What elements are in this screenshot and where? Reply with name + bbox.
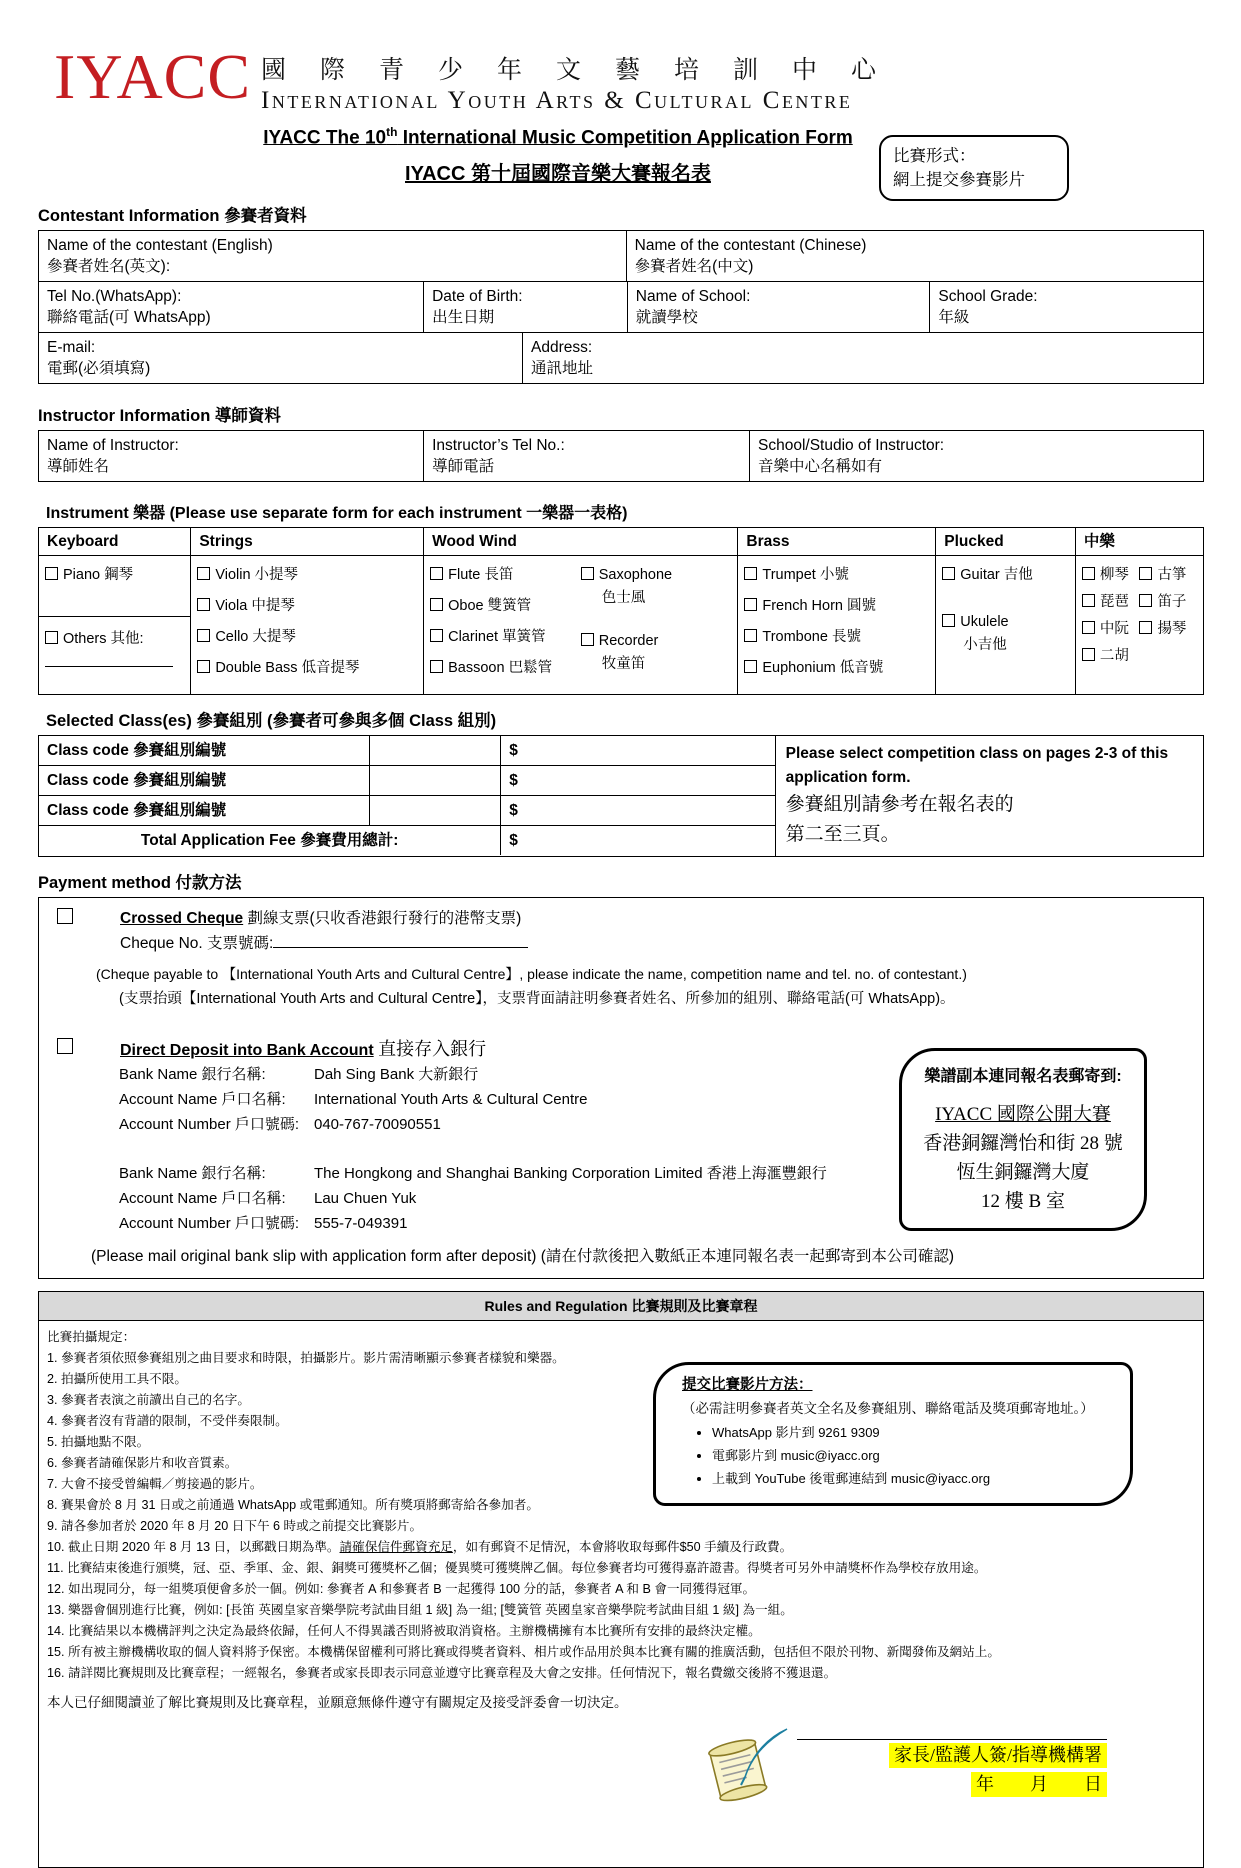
option-label: Saxophone <box>598 567 673 584</box>
field-tel[interactable] <box>39 282 423 332</box>
rule-10-post: ，如有郵資不足情況，本會將收取每郵件$50 手續及行政費。 <box>452 1540 793 1555</box>
classes-note-chinese-2: 第二至三頁。 <box>785 824 900 846</box>
class-fee-input[interactable]: $ <box>500 796 774 825</box>
classes-note-english: Please select competition class on pages 2-3 of this application form. <box>785 745 1169 787</box>
rules-heading: Rules and Regulation 比賽規則及比賽章程 <box>39 1292 1203 1321</box>
option-flute <box>430 565 581 586</box>
checkbox-icon[interactable] <box>1082 648 1095 661</box>
option-label: Euphonium 低音號 <box>762 660 884 677</box>
checkbox-icon[interactable] <box>57 908 73 924</box>
option-euphonium <box>744 658 929 679</box>
cheque-no-line <box>120 933 528 955</box>
option-label: Ukulele <box>960 614 1009 631</box>
rule-item: 16. 請詳閱比賽規則及比賽章程；一經報名，參賽者或家長即表示同意並遵守比賽章程及大會之安排。任何情況下，報名費繳交後將不獲退還。 <box>47 1666 837 1681</box>
rule-item: 3. 參賽者表演之前讀出自己的名字。 <box>47 1393 250 1408</box>
mailing-line-2: 香港銅鑼灣怡和街 28 號 <box>923 1133 1123 1155</box>
field-instructor-tel[interactable] <box>423 431 749 481</box>
rule-item: 14. 比賽結果以本機構評判之決定為最終依歸，任何人不得異議否則將被取消資格。主辦機構擁有本比賽所有安排的最終決定權。 <box>47 1624 761 1639</box>
table-row <box>39 431 1203 481</box>
iyacc-logo: IYACC <box>54 41 252 112</box>
signature-zone <box>47 1713 1195 1863</box>
rule-item-10 <box>47 1537 1195 1558</box>
field-label-zh: 就讀學校 <box>635 309 698 327</box>
col-brass: Brass <box>737 528 935 555</box>
signature-label: 家長/監護人簽/指導機構署 <box>889 1743 1107 1768</box>
woodwind-right <box>581 561 732 689</box>
checkbox-icon[interactable] <box>744 598 757 611</box>
payment-section-heading: Payment method 付款方法 <box>38 874 242 893</box>
option-label: Recorder <box>598 633 659 650</box>
field-label-zh: 通訊地址 <box>531 360 594 378</box>
woodwind-options <box>423 556 737 694</box>
checkbox-icon[interactable] <box>581 567 594 580</box>
option-zhongruan <box>1082 619 1140 640</box>
col-chinese: 中樂 <box>1075 528 1203 555</box>
option-clarinet <box>430 627 581 648</box>
option-label: Double Bass 低音提琴 <box>215 660 360 677</box>
col-strings: Strings <box>190 528 423 555</box>
mailing-line-1: IYACC 國際公開大賽 <box>935 1104 1111 1126</box>
option-trombone <box>744 627 929 648</box>
field-label: Name of the contestant (English) <box>47 237 273 255</box>
option-trumpet <box>744 565 929 586</box>
col-woodwind: Wood Wind <box>423 528 737 555</box>
rule-10-pre: 10. 截止日期 2020 年 8 月 13 日，以郵戳日期為準。 <box>47 1540 340 1555</box>
account-name-value: Lau Chuen Yuk <box>314 1190 417 1208</box>
field-label: Name of the contestant (Chinese) <box>634 237 867 255</box>
table-row <box>39 281 1203 332</box>
total-fee-label: Total Application Fee 參賽費用總計: <box>140 832 399 850</box>
bullet-whatsapp: • WhatsApp 影片到 9261 9309 <box>712 1422 1112 1443</box>
checkbox-icon[interactable] <box>1082 621 1095 634</box>
classes-table <box>38 735 1204 857</box>
option-guzheng <box>1139 565 1197 586</box>
instrument-section-heading <box>46 500 1204 523</box>
checkbox-icon[interactable] <box>197 629 210 642</box>
bullet-youtube: • 上載到 YouTube 後電郵連結到 music@iyacc.org <box>712 1468 1112 1489</box>
checkbox-icon[interactable] <box>942 614 955 627</box>
field-label: Tel No.(WhatsApp): <box>47 288 182 306</box>
brass-options <box>737 556 935 694</box>
option-label: Others 其他: <box>63 631 144 648</box>
option-double-bass <box>197 658 417 679</box>
checkbox-icon[interactable] <box>57 1038 73 1054</box>
field-name-english[interactable] <box>39 231 626 281</box>
option-guitar <box>942 565 1069 586</box>
option-oboe <box>430 596 581 617</box>
class-code-label: Class code 參賽組別編號 <box>47 802 227 820</box>
option-cello <box>197 627 417 648</box>
option-saxophone <box>581 565 732 586</box>
total-row <box>39 825 775 855</box>
option-label-zh: 色士風 <box>601 590 646 607</box>
field-label: Name of School: <box>635 288 751 306</box>
instrument-body-row <box>39 555 1203 694</box>
account-number-label: Account Number 戶口號碼: <box>119 1215 300 1233</box>
field-label: E-mail: <box>47 339 96 357</box>
classes-note-chinese-1: 參賽組別請參考在報名表的 <box>785 794 1014 816</box>
option-label: Guitar 吉他 <box>960 567 1033 584</box>
classes-section-heading: Selected Class(es) 參賽組別 (參賽者可參與多個 Class 組別) <box>46 712 497 731</box>
contestant-table <box>38 230 1204 384</box>
field-grade[interactable] <box>929 282 1203 332</box>
class-code-input[interactable] <box>369 766 501 795</box>
option-label: French Horn 圓號 <box>762 598 876 615</box>
account-name-label: Account Name 戶口名稱: <box>119 1091 286 1109</box>
option-label: 二胡 <box>1099 648 1129 665</box>
option-label: Oboe 雙簧管 <box>448 598 532 615</box>
bank-name-label: Bank Name 銀行名稱: <box>119 1165 266 1183</box>
class-code-input[interactable] <box>369 796 501 825</box>
rules-box <box>38 1291 1204 1868</box>
signature-date: 年 月 日 <box>971 1772 1107 1797</box>
field-address[interactable] <box>522 333 1203 383</box>
org-names <box>261 46 910 115</box>
option-label: Bassoon 巴鬆管 <box>448 660 553 677</box>
cheque-title-rest: 劃線支票(只收香港銀行發行的港幣支票) <box>243 910 522 928</box>
option-label: Piano 鋼琴 <box>63 567 134 584</box>
field-name-chinese[interactable] <box>626 231 1203 281</box>
option-ukulele <box>942 612 1069 633</box>
class-row <box>39 795 775 825</box>
plucked-options <box>935 556 1075 694</box>
format-label: 比賽形式： <box>893 146 976 165</box>
option-label: 笛子 <box>1157 594 1187 611</box>
option-liuqin <box>1082 565 1140 586</box>
cheque-title-bold: Crossed Cheque <box>120 910 244 928</box>
rule-item: 12. 如出現同分，每一組獎項便會多於一個。例如: 參賽者 A 和參賽者 B 一起獲得 100 分的話，參賽者 A 和 B 會一同獲得冠軍。 <box>47 1582 756 1597</box>
signature-block <box>797 1739 1107 1797</box>
option-viola <box>197 596 417 617</box>
rule-item: 1. 參賽者須依照參賽組別之曲目要求和時限，拍攝影片。影片需清晰顯示參賽者樣貌和樂器。 <box>47 1351 565 1366</box>
mailing-line-3: 恆生銅鑼灣大廈 <box>956 1162 1090 1184</box>
class-row <box>39 765 775 795</box>
others-blank-line[interactable] <box>45 666 173 667</box>
classes-note <box>775 736 1203 856</box>
video-box-subtitle: （必需註明參賽者英文全名及參賽組別、聯絡電話及獎項郵寄地址。） <box>682 1401 1094 1417</box>
option-label: Trumpet 小號 <box>762 567 849 584</box>
option-label: Clarinet 單簧管 <box>448 629 546 646</box>
option-label: 柳琴 <box>1099 567 1129 584</box>
option-label: 中阮 <box>1099 621 1129 638</box>
field-label: Name of Instructor: <box>47 437 179 455</box>
rule-item: 13. 樂器會個別進行比賽，例如: [長笛 英國皇家音樂學院考試曲目組 1 級] 為一組; [雙簧管 英國皇家音樂學院考試曲目組 1 級] 為一組。 <box>47 1603 793 1618</box>
chinese-right <box>1139 561 1197 667</box>
total-fee-input[interactable]: $ <box>500 826 774 855</box>
rule-item: 4. 參賽者沒有背譜的限制，不受伴奏限制。 <box>47 1414 288 1429</box>
field-label: Date of Birth: <box>432 288 523 306</box>
declaration: 本人已仔細閱讀並了解比賽規則及比賽章程，並願意無條件遵守有關規定及接受評委會一切決定。 <box>47 1695 628 1711</box>
rule-item: 6. 參賽者請確保影片和收音質素。 <box>47 1456 238 1471</box>
class-code-label: Class code 參賽組別編號 <box>47 772 227 790</box>
instrument-header-row <box>39 528 1203 555</box>
video-submission-box <box>653 1362 1133 1506</box>
option-french-horn <box>744 596 929 617</box>
option-label: 古箏 <box>1157 567 1187 584</box>
form-title-chinese: IYACC 第十屆國際音樂大賽報名表 <box>405 163 711 186</box>
option-label: Trombone 長號 <box>762 629 861 646</box>
video-box-title: 提交比賽影片方法： <box>682 1377 813 1394</box>
checkbox-icon[interactable] <box>45 631 58 644</box>
keyboard-others <box>39 616 190 667</box>
deposit-title <box>120 1038 486 1062</box>
keyboard-options <box>39 556 190 694</box>
table-row <box>39 332 1203 383</box>
option-dizi <box>1139 592 1197 613</box>
field-label: Instructor’s Tel No.: <box>432 437 565 455</box>
field-school[interactable] <box>627 282 930 332</box>
mailing-box-title: 樂譜副本連同報名表郵寄到: <box>924 1068 1122 1086</box>
cheque-title <box>120 908 528 930</box>
option-label: 揚琴 <box>1157 621 1187 638</box>
bank-name-value: Dah Sing Bank 大新銀行 <box>314 1066 479 1084</box>
rule-item: 2. 拍攝所使用工具不限。 <box>47 1372 187 1387</box>
rule-item: 11. 比賽結束後進行頒獎，冠、亞、季軍、金、銀、銅獎可獲獎杯乙個；優異獎可獲獎牌乙個。每位參賽者均可獲得嘉許證書。得獎者可另外申請獎杯作為學校存放用途。 <box>47 1561 987 1576</box>
field-label-zh: 電郵(必須填寫) <box>47 360 151 378</box>
chinese-left <box>1082 561 1140 667</box>
heading-rest: (Please use separate form for each instrument 一樂器一表格) <box>165 505 628 523</box>
classes-left <box>39 736 775 856</box>
payment-box <box>38 897 1204 1279</box>
cheque-note-chinese: (支票抬頭【International Youth Arts and Cultural Centre】，支票背面請註明參賽者姓名、所參加的組別、聯絡電話(可 WhatsApp)。 <box>119 991 955 1008</box>
checkbox-icon[interactable] <box>1082 594 1095 607</box>
checkbox-icon[interactable] <box>942 567 955 580</box>
option-label-zh: 小吉他 <box>963 637 1007 654</box>
checkbox-icon[interactable] <box>1082 567 1095 580</box>
table-row <box>39 231 1203 281</box>
rule-item: 5. 拍攝地點不限。 <box>47 1435 150 1450</box>
cheque-details <box>120 908 528 955</box>
cheque-no-input[interactable] <box>273 934 528 948</box>
option-yangqin <box>1139 619 1197 640</box>
option-pipa <box>1082 592 1140 613</box>
checkbox-icon[interactable] <box>197 598 210 611</box>
class-code-input[interactable] <box>369 736 501 765</box>
account-name-value: International Youth Arts & Cultural Centre <box>314 1091 588 1109</box>
option-label: 琵琶 <box>1099 594 1129 611</box>
deposit-title-rest: 直接存入銀行 <box>373 1039 487 1060</box>
field-label-zh: 出生日期 <box>432 309 495 327</box>
field-label-zh: 導師姓名 <box>47 458 110 476</box>
title-suffix: International Music Competition Application Form <box>397 127 853 149</box>
video-box-bullets <box>712 1422 1112 1489</box>
col-plucked: Plucked <box>935 528 1075 555</box>
field-label-zh: 導師電話 <box>432 458 495 476</box>
contestant-section-heading: Contestant Information 參賽者資料 <box>38 207 307 226</box>
checkbox-icon[interactable] <box>1139 621 1152 634</box>
account-number-label: Account Number 戶口號碼: <box>119 1116 300 1134</box>
checkbox-icon[interactable] <box>1139 594 1152 607</box>
mail-note: (Please mail original bank slip with application form after deposit) (請在付款後把入數紙正本連同報名表一起郵寄到本公司確認) <box>91 1248 955 1266</box>
chinese-options <box>1075 556 1203 694</box>
account-name-label: Account Name 戶口名稱: <box>119 1190 286 1208</box>
instructor-section-heading: Instructor Information 導師資料 <box>38 407 281 426</box>
option-piano <box>45 565 184 586</box>
mailing-address-box <box>899 1048 1147 1231</box>
rule-item: 9. 請各參加者於 2020 年 8 月 20 日下午 6 時或之前提交比賽影片。 <box>47 1519 423 1534</box>
instructor-table <box>38 430 1204 482</box>
bullet-email: • 電郵影片到 music@iyacc.org <box>712 1445 1112 1466</box>
option-label: Violin 小提琴 <box>215 567 299 584</box>
option-recorder <box>581 631 732 652</box>
field-label: Address: <box>531 339 593 357</box>
field-email[interactable] <box>39 333 522 383</box>
bank-name-label: Bank Name 銀行名稱: <box>119 1066 266 1084</box>
field-instructor-school[interactable] <box>749 431 1203 481</box>
checkbox-icon[interactable] <box>430 598 443 611</box>
title-superscript: th <box>386 125 398 139</box>
woodwind-left <box>430 561 581 689</box>
rule-10-underlined: 請確保信件郵資充足 <box>339 1540 453 1555</box>
field-label: School/Studio of Instructor: <box>758 437 945 455</box>
cheque-no-label: Cheque No. 支票號碼: <box>120 935 274 953</box>
header <box>54 41 1204 115</box>
heading-bold: Instrument 樂器 <box>46 505 166 523</box>
checkbox-icon[interactable] <box>1139 567 1152 580</box>
class-fee-input[interactable]: $ <box>500 736 774 765</box>
title-prefix: IYACC The 10 <box>263 127 387 149</box>
rule-item: 15. 所有被主辦機構收取的個人資料將予保密。本機構保留權利可將比賽或得獎者資料、相片或作品用於與本比賽有關的推廣活動，包括但不限於刊物、新聞發佈及網站上。 <box>47 1645 1000 1660</box>
strings-options <box>190 556 423 694</box>
rules-intro: 比賽拍攝規定： <box>47 1330 136 1345</box>
checkbox-icon[interactable] <box>744 660 757 673</box>
field-label-zh: 參賽者姓名(英文): <box>47 258 171 276</box>
account-number-value: 040-767-70090551 <box>314 1116 441 1134</box>
option-label: Cello 大提琴 <box>215 629 296 646</box>
option-violin <box>197 565 417 586</box>
option-erhu <box>1082 646 1140 667</box>
format-value: 網上提交參賽影片 <box>893 170 1025 189</box>
field-label: School Grade: <box>938 288 1038 306</box>
cheque-note-english: (Cheque payable to 【International Youth Arts and Cultural Centre】, please indicate the name, competition name and tel. no. of contestant.) <box>96 966 967 983</box>
field-label-zh: 聯絡電話(可 WhatsApp) <box>47 309 211 327</box>
option-others <box>45 629 184 650</box>
checkbox-icon[interactable] <box>197 660 210 673</box>
cheque-option-row <box>39 908 1203 955</box>
col-keyboard: Keyboard <box>47 533 119 551</box>
checkbox-icon[interactable] <box>430 567 443 580</box>
field-date-of-birth[interactable] <box>423 282 627 332</box>
option-bassoon <box>430 658 581 679</box>
rule-item: 8. 賽果會於 8 月 31 日或之前通過 WhatsApp 或電郵通知。所有獎項將郵寄給各參加者。 <box>47 1498 539 1513</box>
option-label: Flute 長笛 <box>448 567 514 584</box>
class-row <box>39 736 775 765</box>
bank-name-value: The Hongkong and Shanghai Banking Corporation Limited 香港上海滙豐銀行 <box>314 1165 827 1183</box>
scroll-quill-icon <box>695 1725 791 1818</box>
deposit-details <box>120 1038 486 1062</box>
mailing-line-4: 12 樓 B 室 <box>981 1191 1065 1213</box>
option-label-zh: 牧童笛 <box>601 656 646 673</box>
rules-body <box>39 1321 1203 1867</box>
field-label-zh: 年級 <box>938 309 970 327</box>
checkbox-icon[interactable] <box>744 629 757 642</box>
rule-item: 7. 大會不接受曾編輯／剪接過的影片。 <box>47 1477 263 1492</box>
checkbox-icon[interactable] <box>744 567 757 580</box>
field-instructor-name[interactable] <box>39 431 423 481</box>
deposit-title-bold: Direct Deposit into Bank Account <box>120 1042 374 1060</box>
class-fee-input[interactable]: $ <box>500 766 774 795</box>
class-code-label: Class code 參賽組別編號 <box>47 742 227 760</box>
org-name-english: International Youth Arts & Cultural Centre <box>261 87 853 114</box>
field-label-zh: 參賽者姓名(中文) <box>634 258 754 276</box>
account-number-value: 555-7-049391 <box>314 1215 408 1233</box>
instrument-table <box>38 527 1204 695</box>
signature-line[interactable] <box>797 1739 1107 1740</box>
checkbox-icon[interactable] <box>430 660 443 673</box>
checkbox-icon[interactable] <box>197 567 210 580</box>
field-label-zh: 音樂中心名稱如有 <box>758 458 883 476</box>
org-name-chinese: 國際青少年文藝培訓中心 <box>261 57 911 84</box>
checkbox-icon[interactable] <box>430 629 443 642</box>
option-label: Viola 中提琴 <box>215 598 295 615</box>
competition-format-box <box>879 135 1069 201</box>
checkbox-icon[interactable] <box>581 633 594 646</box>
checkbox-icon[interactable] <box>45 567 58 580</box>
